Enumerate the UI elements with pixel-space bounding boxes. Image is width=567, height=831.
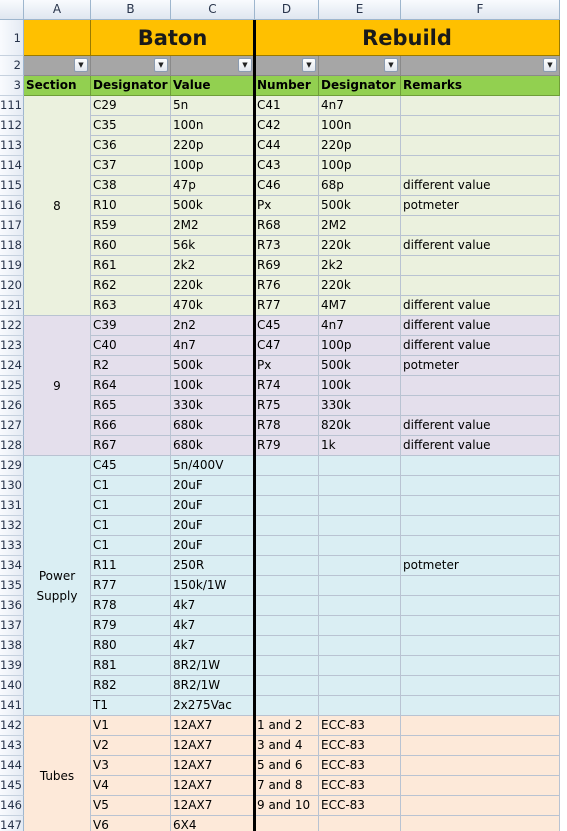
rebuild-designator-cell[interactable] bbox=[319, 536, 401, 556]
column-header-b[interactable]: B bbox=[91, 0, 171, 20]
number-cell[interactable] bbox=[255, 556, 319, 576]
number-cell[interactable]: R69 bbox=[255, 256, 319, 276]
value-cell[interactable]: 2x275Vac bbox=[171, 696, 255, 716]
remarks-cell[interactable] bbox=[401, 116, 560, 136]
column-header-a[interactable]: A bbox=[24, 0, 91, 20]
rebuild-designator-cell[interactable]: 220p bbox=[319, 136, 401, 156]
filter-dropdown-icon[interactable]: ▼ bbox=[154, 58, 168, 72]
designator-cell[interactable]: C38 bbox=[91, 176, 171, 196]
designator-cell[interactable]: R79 bbox=[91, 616, 171, 636]
number-cell[interactable]: C42 bbox=[255, 116, 319, 136]
remarks-cell[interactable] bbox=[401, 276, 560, 296]
value-cell[interactable]: 100k bbox=[171, 376, 255, 396]
number-cell[interactable]: C47 bbox=[255, 336, 319, 356]
designator-cell[interactable]: C36 bbox=[91, 136, 171, 156]
number-cell[interactable]: 7 and 8 bbox=[255, 776, 319, 796]
number-cell[interactable]: 5 and 6 bbox=[255, 756, 319, 776]
rebuild-designator-cell[interactable] bbox=[319, 516, 401, 536]
remarks-cell[interactable]: different value bbox=[401, 336, 560, 356]
value-cell[interactable]: 500k bbox=[171, 196, 255, 216]
row-header[interactable]: 124 bbox=[0, 356, 24, 376]
row-header[interactable]: 121 bbox=[0, 296, 24, 316]
row-header-3[interactable]: 3 bbox=[0, 76, 24, 96]
value-cell[interactable]: 12AX7 bbox=[171, 716, 255, 736]
rebuild-designator-cell[interactable]: 100p bbox=[319, 336, 401, 356]
remarks-cell[interactable] bbox=[401, 456, 560, 476]
value-cell[interactable]: 250R bbox=[171, 556, 255, 576]
row-header[interactable]: 125 bbox=[0, 376, 24, 396]
row-header[interactable]: 114 bbox=[0, 156, 24, 176]
header-section[interactable]: Section bbox=[24, 76, 91, 96]
designator-cell[interactable]: R82 bbox=[91, 676, 171, 696]
remarks-cell[interactable] bbox=[401, 816, 560, 831]
value-cell[interactable]: 150k/1W bbox=[171, 576, 255, 596]
filter-dropdown-icon[interactable]: ▼ bbox=[302, 58, 316, 72]
designator-cell[interactable]: R2 bbox=[91, 356, 171, 376]
remarks-cell[interactable]: different value bbox=[401, 176, 560, 196]
rebuild-designator-cell[interactable]: 2M2 bbox=[319, 216, 401, 236]
rebuild-designator-cell[interactable]: 820k bbox=[319, 416, 401, 436]
rebuild-designator-cell[interactable] bbox=[319, 616, 401, 636]
value-cell[interactable]: 12AX7 bbox=[171, 776, 255, 796]
remarks-cell[interactable] bbox=[401, 776, 560, 796]
value-cell[interactable]: 20uF bbox=[171, 516, 255, 536]
designator-cell[interactable]: R78 bbox=[91, 596, 171, 616]
number-cell[interactable] bbox=[255, 476, 319, 496]
rebuild-designator-cell[interactable]: 220k bbox=[319, 276, 401, 296]
column-header-f[interactable]: F bbox=[401, 0, 560, 20]
row-header[interactable]: 139 bbox=[0, 656, 24, 676]
row-header[interactable]: 117 bbox=[0, 216, 24, 236]
remarks-cell[interactable] bbox=[401, 396, 560, 416]
designator-cell[interactable]: R80 bbox=[91, 636, 171, 656]
remarks-cell[interactable] bbox=[401, 736, 560, 756]
value-cell[interactable]: 4n7 bbox=[171, 336, 255, 356]
number-cell[interactable] bbox=[255, 596, 319, 616]
row-header[interactable]: 120 bbox=[0, 276, 24, 296]
number-cell[interactable]: C46 bbox=[255, 176, 319, 196]
rebuild-designator-cell[interactable]: 100k bbox=[319, 376, 401, 396]
designator-cell[interactable]: V5 bbox=[91, 796, 171, 816]
header-remarks[interactable]: Remarks bbox=[401, 76, 560, 96]
remarks-cell[interactable]: different value bbox=[401, 296, 560, 316]
designator-cell[interactable]: R61 bbox=[91, 256, 171, 276]
number-cell[interactable]: R77 bbox=[255, 296, 319, 316]
row-header[interactable]: 128 bbox=[0, 436, 24, 456]
remarks-cell[interactable] bbox=[401, 696, 560, 716]
number-cell[interactable]: R73 bbox=[255, 236, 319, 256]
remarks-cell[interactable] bbox=[401, 536, 560, 556]
row-header[interactable]: 146 bbox=[0, 796, 24, 816]
value-cell[interactable]: 8R2/1W bbox=[171, 676, 255, 696]
designator-cell[interactable]: R63 bbox=[91, 296, 171, 316]
row-header[interactable]: 133 bbox=[0, 536, 24, 556]
number-cell[interactable] bbox=[255, 676, 319, 696]
value-cell[interactable]: 12AX7 bbox=[171, 736, 255, 756]
row-header[interactable]: 144 bbox=[0, 756, 24, 776]
filter-dropdown-icon[interactable]: ▼ bbox=[384, 58, 398, 72]
section-cell[interactable]: Power Supply bbox=[24, 456, 91, 716]
remarks-cell[interactable] bbox=[401, 796, 560, 816]
number-cell[interactable]: R78 bbox=[255, 416, 319, 436]
number-cell[interactable] bbox=[255, 496, 319, 516]
rebuild-designator-cell[interactable]: 100p bbox=[319, 156, 401, 176]
remarks-cell[interactable] bbox=[401, 376, 560, 396]
filter-dropdown-icon[interactable]: ▼ bbox=[543, 58, 557, 72]
designator-cell[interactable]: R59 bbox=[91, 216, 171, 236]
designator-cell[interactable]: R11 bbox=[91, 556, 171, 576]
number-cell[interactable]: Px bbox=[255, 356, 319, 376]
number-cell[interactable] bbox=[255, 636, 319, 656]
designator-cell[interactable]: R64 bbox=[91, 376, 171, 396]
row-header[interactable]: 145 bbox=[0, 776, 24, 796]
value-cell[interactable]: 470k bbox=[171, 296, 255, 316]
number-cell[interactable]: R76 bbox=[255, 276, 319, 296]
value-cell[interactable]: 6X4 bbox=[171, 816, 255, 831]
row-header[interactable]: 116 bbox=[0, 196, 24, 216]
rebuild-designator-cell[interactable]: 100n bbox=[319, 116, 401, 136]
designator-cell[interactable]: C1 bbox=[91, 476, 171, 496]
value-cell[interactable]: 20uF bbox=[171, 476, 255, 496]
designator-cell[interactable]: T1 bbox=[91, 696, 171, 716]
number-cell[interactable]: C44 bbox=[255, 136, 319, 156]
filter-dropdown-icon[interactable]: ▼ bbox=[238, 58, 252, 72]
value-cell[interactable]: 20uF bbox=[171, 536, 255, 556]
value-cell[interactable]: 2n2 bbox=[171, 316, 255, 336]
designator-cell[interactable]: C29 bbox=[91, 96, 171, 116]
filter-cell-a[interactable] bbox=[24, 56, 91, 76]
value-cell[interactable]: 4k7 bbox=[171, 616, 255, 636]
row-header[interactable]: 112 bbox=[0, 116, 24, 136]
designator-cell[interactable]: C1 bbox=[91, 536, 171, 556]
column-header-d[interactable]: D bbox=[255, 0, 319, 20]
rebuild-designator-cell[interactable]: ECC-83 bbox=[319, 756, 401, 776]
select-all-corner[interactable] bbox=[0, 0, 24, 20]
row-header[interactable]: 134 bbox=[0, 556, 24, 576]
remarks-cell[interactable] bbox=[401, 656, 560, 676]
rebuild-title[interactable]: Rebuild bbox=[255, 20, 560, 56]
rebuild-designator-cell[interactable]: ECC-83 bbox=[319, 776, 401, 796]
rebuild-designator-cell[interactable]: 500k bbox=[319, 356, 401, 376]
designator-cell[interactable]: V2 bbox=[91, 736, 171, 756]
remarks-cell[interactable] bbox=[401, 136, 560, 156]
number-cell[interactable]: R74 bbox=[255, 376, 319, 396]
remarks-cell[interactable]: potmeter bbox=[401, 356, 560, 376]
designator-cell[interactable]: C1 bbox=[91, 516, 171, 536]
remarks-cell[interactable]: different value bbox=[401, 316, 560, 336]
remarks-cell[interactable] bbox=[401, 476, 560, 496]
remarks-cell[interactable] bbox=[401, 576, 560, 596]
row-header[interactable]: 140 bbox=[0, 676, 24, 696]
value-cell[interactable]: 12AX7 bbox=[171, 756, 255, 776]
designator-cell[interactable]: V6 bbox=[91, 816, 171, 831]
group-divider bbox=[253, 20, 256, 831]
rebuild-designator-cell[interactable]: 4n7 bbox=[319, 316, 401, 336]
remarks-cell[interactable] bbox=[401, 636, 560, 656]
row-header[interactable]: 143 bbox=[0, 736, 24, 756]
remarks-cell[interactable] bbox=[401, 516, 560, 536]
number-cell[interactable] bbox=[255, 536, 319, 556]
rebuild-designator-cell[interactable] bbox=[319, 816, 401, 831]
value-cell[interactable]: 8R2/1W bbox=[171, 656, 255, 676]
rebuild-designator-cell[interactable]: 4M7 bbox=[319, 296, 401, 316]
value-cell[interactable]: 5n/400V bbox=[171, 456, 255, 476]
value-cell[interactable]: 47p bbox=[171, 176, 255, 196]
designator-cell[interactable]: C35 bbox=[91, 116, 171, 136]
filter-cell-e[interactable] bbox=[319, 56, 401, 76]
rebuild-designator-cell[interactable] bbox=[319, 596, 401, 616]
value-cell[interactable]: 12AX7 bbox=[171, 796, 255, 816]
title-cell-a[interactable] bbox=[24, 20, 91, 56]
row-header[interactable]: 137 bbox=[0, 616, 24, 636]
row-header[interactable]: 118 bbox=[0, 236, 24, 256]
value-cell[interactable]: 2M2 bbox=[171, 216, 255, 236]
header-designator[interactable]: Designator bbox=[91, 76, 171, 96]
value-cell[interactable]: 5n bbox=[171, 96, 255, 116]
value-cell[interactable]: 56k bbox=[171, 236, 255, 256]
filter-cell-b[interactable] bbox=[91, 56, 171, 76]
number-cell[interactable] bbox=[255, 696, 319, 716]
row-header[interactable]: 142 bbox=[0, 716, 24, 736]
remarks-cell[interactable] bbox=[401, 96, 560, 116]
row-header[interactable]: 135 bbox=[0, 576, 24, 596]
number-cell[interactable]: 9 and 10 bbox=[255, 796, 319, 816]
rebuild-designator-cell[interactable]: 330k bbox=[319, 396, 401, 416]
section-cell[interactable]: 9 bbox=[24, 316, 91, 456]
filter-cell-f[interactable] bbox=[401, 56, 560, 76]
row-header[interactable]: 111 bbox=[0, 96, 24, 116]
rebuild-designator-cell[interactable]: ECC-83 bbox=[319, 736, 401, 756]
row-header[interactable]: 130 bbox=[0, 476, 24, 496]
filter-cell-c[interactable] bbox=[171, 56, 255, 76]
header-value[interactable]: Value bbox=[171, 76, 255, 96]
rebuild-designator-cell[interactable]: 68p bbox=[319, 176, 401, 196]
number-cell[interactable] bbox=[255, 616, 319, 636]
number-cell[interactable]: C45 bbox=[255, 316, 319, 336]
value-cell[interactable]: 2k2 bbox=[171, 256, 255, 276]
number-cell[interactable]: R75 bbox=[255, 396, 319, 416]
designator-cell[interactable]: C1 bbox=[91, 496, 171, 516]
number-cell[interactable]: 3 and 4 bbox=[255, 736, 319, 756]
remarks-cell[interactable] bbox=[401, 676, 560, 696]
rebuild-designator-cell[interactable] bbox=[319, 556, 401, 576]
number-cell[interactable] bbox=[255, 656, 319, 676]
designator-cell[interactable]: R66 bbox=[91, 416, 171, 436]
rebuild-designator-cell[interactable]: 500k bbox=[319, 196, 401, 216]
row-header[interactable]: 122 bbox=[0, 316, 24, 336]
rebuild-designator-cell[interactable] bbox=[319, 676, 401, 696]
header-number[interactable]: Number bbox=[255, 76, 319, 96]
rebuild-designator-cell[interactable]: 1k bbox=[319, 436, 401, 456]
number-cell[interactable] bbox=[255, 816, 319, 831]
rebuild-designator-cell[interactable]: 2k2 bbox=[319, 256, 401, 276]
column-header-e[interactable]: E bbox=[319, 0, 401, 20]
designator-cell[interactable]: C37 bbox=[91, 156, 171, 176]
section-cell[interactable]: 8 bbox=[24, 96, 91, 316]
number-cell[interactable]: Px bbox=[255, 196, 319, 216]
row-header[interactable]: 129 bbox=[0, 456, 24, 476]
value-cell[interactable]: 100p bbox=[171, 156, 255, 176]
rebuild-designator-cell[interactable]: 4n7 bbox=[319, 96, 401, 116]
row-header[interactable]: 136 bbox=[0, 596, 24, 616]
section-cell[interactable]: Tubes bbox=[24, 716, 91, 831]
rebuild-designator-cell[interactable] bbox=[319, 476, 401, 496]
designator-cell[interactable]: C39 bbox=[91, 316, 171, 336]
designator-cell[interactable]: R62 bbox=[91, 276, 171, 296]
remarks-cell[interactable]: different value bbox=[401, 436, 560, 456]
designator-cell[interactable]: C40 bbox=[91, 336, 171, 356]
rebuild-designator-cell[interactable] bbox=[319, 576, 401, 596]
rebuild-designator-cell[interactable] bbox=[319, 636, 401, 656]
remarks-cell[interactable] bbox=[401, 756, 560, 776]
designator-cell[interactable]: C45 bbox=[91, 456, 171, 476]
remarks-cell[interactable] bbox=[401, 596, 560, 616]
row-header[interactable]: 126 bbox=[0, 396, 24, 416]
rebuild-designator-cell[interactable] bbox=[319, 656, 401, 676]
designator-cell[interactable]: R81 bbox=[91, 656, 171, 676]
value-cell[interactable]: 20uF bbox=[171, 496, 255, 516]
number-cell[interactable]: 1 and 2 bbox=[255, 716, 319, 736]
remarks-cell[interactable] bbox=[401, 256, 560, 276]
value-cell[interactable]: 4k7 bbox=[171, 636, 255, 656]
row-header[interactable]: 127 bbox=[0, 416, 24, 436]
rebuild-designator-cell[interactable] bbox=[319, 496, 401, 516]
value-cell[interactable]: 500k bbox=[171, 356, 255, 376]
number-cell[interactable] bbox=[255, 576, 319, 596]
header-rebuild-designator[interactable]: Designator bbox=[319, 76, 401, 96]
row-header[interactable]: 119 bbox=[0, 256, 24, 276]
row-header[interactable]: 138 bbox=[0, 636, 24, 656]
row-header[interactable]: 123 bbox=[0, 336, 24, 356]
remarks-cell[interactable] bbox=[401, 616, 560, 636]
remarks-cell[interactable] bbox=[401, 716, 560, 736]
rebuild-designator-cell[interactable]: ECC-83 bbox=[319, 796, 401, 816]
rebuild-designator-cell[interactable]: ECC-83 bbox=[319, 716, 401, 736]
rebuild-designator-cell[interactable] bbox=[319, 456, 401, 476]
column-header-c[interactable]: C bbox=[171, 0, 255, 20]
remarks-cell[interactable] bbox=[401, 496, 560, 516]
value-cell[interactable]: 100n bbox=[171, 116, 255, 136]
designator-cell[interactable]: R77 bbox=[91, 576, 171, 596]
row-header-2[interactable]: 2 bbox=[0, 56, 24, 76]
row-header[interactable]: 132 bbox=[0, 516, 24, 536]
value-cell[interactable]: 330k bbox=[171, 396, 255, 416]
number-cell[interactable]: C41 bbox=[255, 96, 319, 116]
designator-cell[interactable]: V1 bbox=[91, 716, 171, 736]
row-header-1[interactable]: 1 bbox=[0, 20, 24, 56]
designator-cell[interactable]: R60 bbox=[91, 236, 171, 256]
row-header[interactable]: 141 bbox=[0, 696, 24, 716]
number-cell[interactable] bbox=[255, 456, 319, 476]
designator-cell[interactable]: V3 bbox=[91, 756, 171, 776]
designator-cell[interactable]: R65 bbox=[91, 396, 171, 416]
remarks-cell[interactable]: different value bbox=[401, 416, 560, 436]
number-cell[interactable]: C43 bbox=[255, 156, 319, 176]
row-header[interactable]: 113 bbox=[0, 136, 24, 156]
number-cell[interactable]: R79 bbox=[255, 436, 319, 456]
designator-cell[interactable]: R67 bbox=[91, 436, 171, 456]
rebuild-designator-cell[interactable]: 220k bbox=[319, 236, 401, 256]
value-cell[interactable]: 680k bbox=[171, 436, 255, 456]
value-cell[interactable]: 220p bbox=[171, 136, 255, 156]
remarks-cell[interactable]: potmeter bbox=[401, 556, 560, 576]
filter-cell-d[interactable] bbox=[255, 56, 319, 76]
remarks-cell[interactable] bbox=[401, 156, 560, 176]
designator-cell[interactable]: R10 bbox=[91, 196, 171, 216]
number-cell[interactable]: R68 bbox=[255, 216, 319, 236]
row-header[interactable]: 131 bbox=[0, 496, 24, 516]
remarks-cell[interactable]: different value bbox=[401, 236, 560, 256]
row-header[interactable]: 147 bbox=[0, 816, 24, 831]
remarks-cell[interactable]: potmeter bbox=[401, 196, 560, 216]
value-cell[interactable]: 680k bbox=[171, 416, 255, 436]
number-cell[interactable] bbox=[255, 516, 319, 536]
value-cell[interactable]: 220k bbox=[171, 276, 255, 296]
designator-cell[interactable]: V4 bbox=[91, 776, 171, 796]
value-cell[interactable]: 4k7 bbox=[171, 596, 255, 616]
baton-title[interactable]: Baton bbox=[91, 20, 255, 56]
remarks-cell[interactable] bbox=[401, 216, 560, 236]
row-header[interactable]: 115 bbox=[0, 176, 24, 196]
rebuild-designator-cell[interactable] bbox=[319, 696, 401, 716]
filter-dropdown-icon[interactable]: ▼ bbox=[74, 58, 88, 72]
